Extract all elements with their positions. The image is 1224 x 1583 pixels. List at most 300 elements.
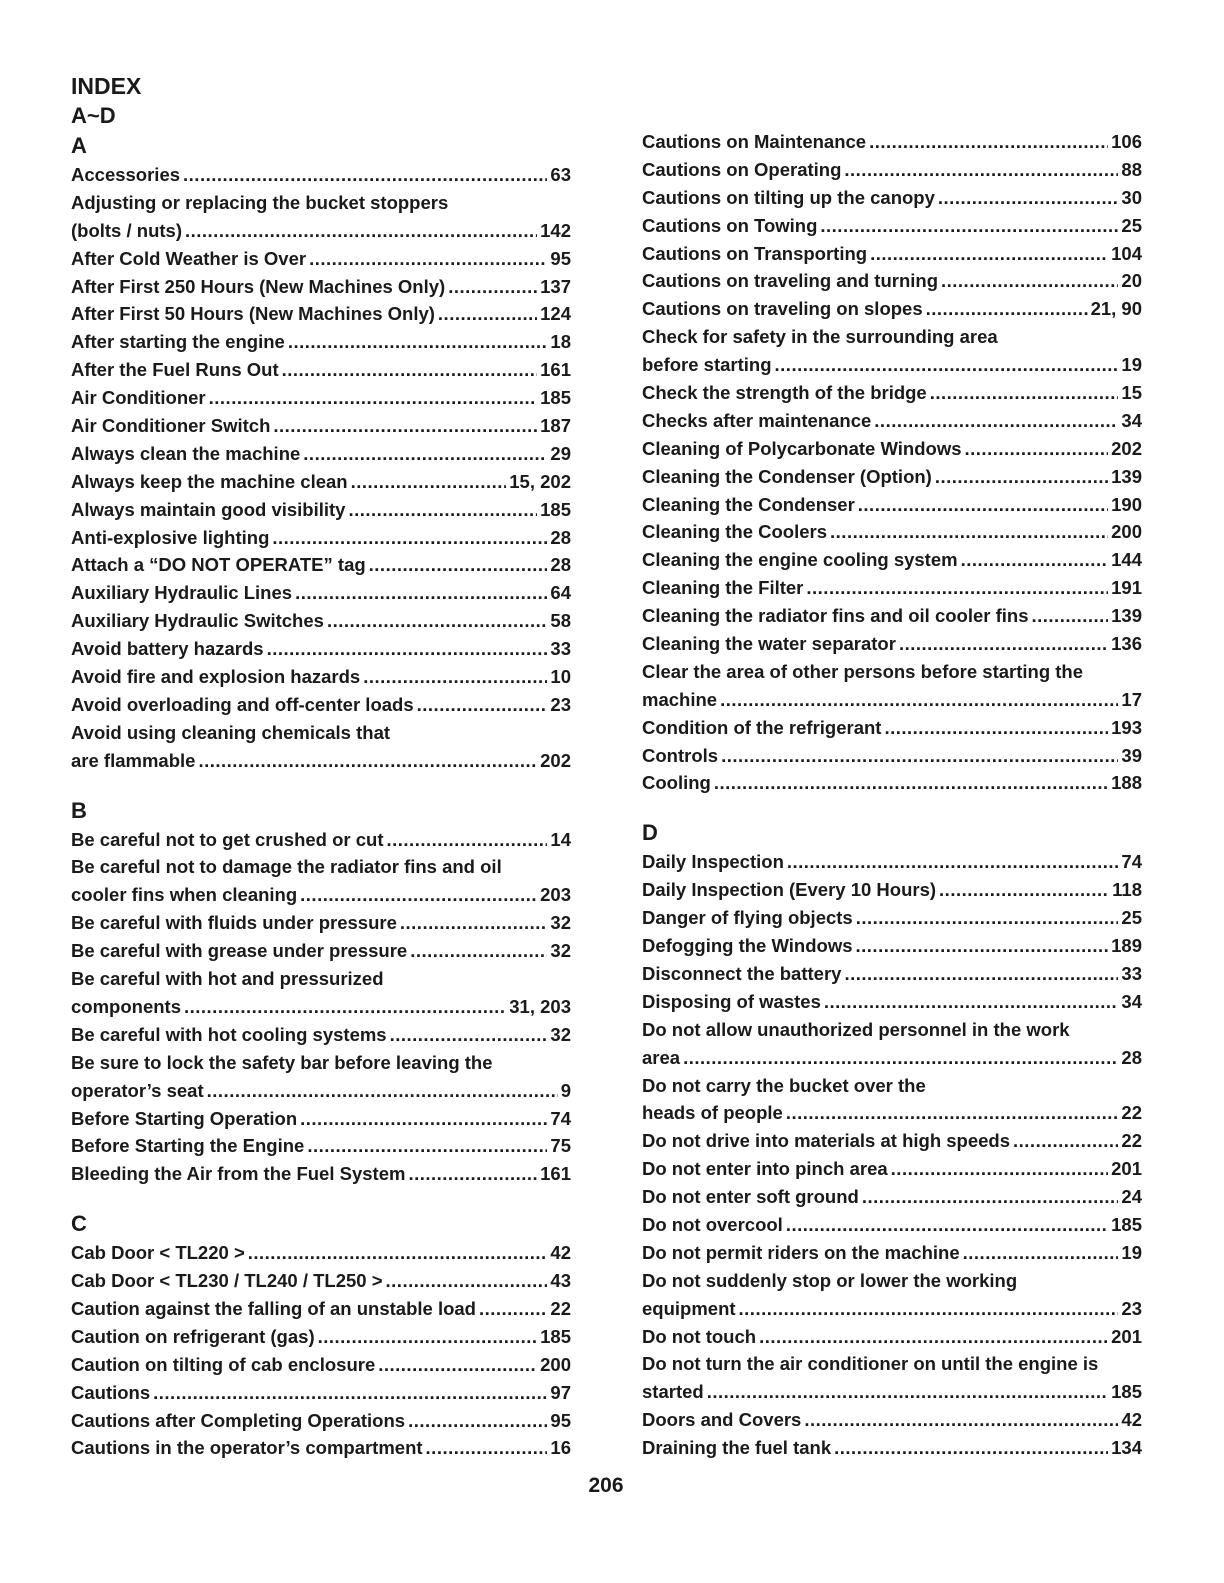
entry-label: Draining the fuel tank	[642, 1437, 832, 1459]
entry-label: Be careful with grease under pressure	[71, 940, 408, 962]
entry-page-number: 161	[540, 1163, 571, 1185]
index-entry	[71, 1132, 571, 1160]
index-entry	[71, 1160, 571, 1188]
entry-label: Do not enter soft ground	[642, 1186, 859, 1208]
entry-label: Auxiliary Hydraulic Lines	[71, 582, 293, 604]
index-entry	[642, 848, 1142, 876]
entry-label: Cautions on Maintenance	[642, 131, 867, 152]
entry-label: Be careful with fluids under pressure	[71, 912, 397, 934]
entry-page-number: 185	[1111, 1381, 1142, 1403]
section-a-list	[71, 161, 571, 775]
dot-leader	[387, 826, 548, 854]
index-entry	[642, 658, 1142, 686]
dot-leader	[400, 909, 548, 937]
entry-page-number: 21, 90	[1090, 298, 1142, 320]
entry-label: Cautions on Transporting	[642, 242, 868, 264]
index-entry	[71, 993, 571, 1021]
entry-page-number: 22	[550, 1297, 571, 1319]
entry-label: (bolts / nuts)	[71, 219, 182, 241]
entry-label: Disposing of wastes	[642, 990, 821, 1012]
section-letter-b: B	[71, 797, 87, 823]
entry-label: Be careful with hot and pressurized	[71, 968, 384, 990]
entry-label: After First 50 Hours (New Machines Only)	[71, 303, 435, 325]
entry-page-number: 43	[550, 1270, 571, 1292]
entry-label: Clear the area of other persons before starting the	[642, 660, 1084, 682]
index-entry	[71, 691, 571, 719]
index-entry	[642, 379, 1142, 407]
index-entry	[642, 463, 1142, 491]
entry-label: Cleaning the Filter	[642, 577, 804, 599]
entry-page-number: 203	[540, 884, 571, 906]
entry-page-number: 104	[1111, 242, 1142, 264]
index-entry	[71, 579, 571, 607]
dot-leader	[479, 1295, 547, 1323]
index-entry	[71, 1239, 571, 1267]
dot-leader	[858, 491, 1108, 519]
entry-page-number: 19	[1121, 1241, 1142, 1263]
entry-label: Before Starting Operation	[71, 1107, 298, 1129]
dot-leader	[417, 691, 548, 719]
index-entry	[71, 719, 571, 747]
entry-label: before starting	[642, 354, 772, 376]
entry-page-number: 31, 203	[509, 995, 571, 1017]
entry-page-number: 19	[1121, 354, 1142, 376]
dot-leader	[295, 579, 547, 607]
dot-leader	[830, 518, 1108, 546]
entry-label: Bleeding the Air from the Fuel System	[71, 1163, 406, 1185]
dot-leader	[930, 379, 1119, 407]
section-b-list	[71, 826, 571, 1189]
index-entry	[71, 356, 571, 384]
index-entry	[642, 1239, 1142, 1267]
entry-page-number: 9	[560, 1079, 571, 1101]
dot-leader	[267, 635, 548, 663]
dot-leader	[939, 876, 1109, 904]
index-entry	[71, 826, 571, 854]
entry-page-number: 124	[540, 303, 571, 325]
dot-leader	[820, 212, 1118, 240]
dot-leader	[786, 1099, 1119, 1127]
entry-label: Air Conditioner	[71, 387, 206, 409]
entry-label: Avoid battery hazards	[71, 638, 264, 660]
entry-page-number: 34	[1121, 409, 1142, 431]
entry-label: Cautions on tilting up the canopy	[642, 186, 935, 208]
entry-label: After starting the engine	[71, 331, 285, 353]
entry-page-number: 30	[1121, 186, 1142, 208]
index-entry	[642, 769, 1142, 797]
dot-leader	[288, 328, 548, 356]
entry-label: equipment	[642, 1297, 736, 1319]
dot-leader	[303, 440, 547, 468]
entry-label: are flammable	[71, 749, 196, 771]
entry-page-number: 17	[1121, 688, 1142, 710]
dot-leader	[369, 551, 548, 579]
dot-leader	[759, 1323, 1108, 1351]
dot-leader	[963, 1239, 1119, 1267]
dot-leader	[824, 988, 1119, 1016]
entry-label: Cautions after Completing Operations	[71, 1409, 406, 1431]
dot-leader	[938, 184, 1119, 212]
dot-leader	[248, 1239, 548, 1267]
entry-label: Cab Door < TL230 / TL240 / TL250 >	[71, 1270, 383, 1292]
index-entry	[71, 1267, 571, 1295]
index-entry	[642, 1016, 1142, 1044]
entry-label: Defogging the Windows	[642, 935, 853, 957]
dot-leader	[856, 904, 1119, 932]
entry-label: Controls	[642, 744, 719, 766]
entry-page-number: 23	[550, 693, 571, 715]
index-entry	[71, 217, 571, 245]
entry-label: Cleaning the Condenser	[642, 493, 855, 515]
entry-label: Adjusting or replacing the bucket stoppers	[71, 191, 449, 213]
entry-label: Do not enter into pinch area	[642, 1158, 888, 1180]
dot-leader	[1013, 1127, 1118, 1155]
entry-page-number: 191	[1111, 577, 1142, 599]
dot-leader	[386, 1267, 548, 1295]
index-entry	[642, 128, 1142, 156]
index-entry	[642, 1323, 1142, 1351]
dot-leader	[273, 412, 537, 440]
dot-leader	[806, 574, 1108, 602]
dot-leader	[961, 546, 1109, 574]
index-entry	[71, 1077, 571, 1105]
entry-page-number: 28	[550, 554, 571, 576]
entry-page-number: 42	[1121, 1409, 1142, 1431]
index-range: A~D	[71, 103, 116, 128]
entry-label: Cleaning the engine cooling system	[642, 549, 958, 571]
index-entry	[71, 881, 571, 909]
index-entry	[71, 524, 571, 552]
dot-leader	[870, 240, 1108, 268]
index-entry	[71, 1049, 571, 1077]
index-entry	[642, 491, 1142, 519]
entry-label: Danger of flying objects	[642, 907, 853, 929]
entry-label: Accessories	[71, 164, 181, 185]
entry-label: Cab Door < TL220 >	[71, 1242, 245, 1264]
entry-label: Do not touch	[642, 1325, 757, 1347]
entry-label: Avoid overloading and off-center loads	[71, 693, 414, 715]
entry-label: After the Fuel Runs Out	[71, 359, 279, 381]
dot-leader	[363, 663, 547, 691]
entry-label: Cautions in the operator’s compartment	[71, 1437, 423, 1459]
entry-page-number: 23	[1121, 1297, 1142, 1319]
index-entry	[642, 1378, 1142, 1406]
index-entry	[642, 267, 1142, 295]
dot-leader	[1032, 602, 1109, 630]
entry-label: Caution on refrigerant (gas)	[71, 1325, 315, 1347]
dot-leader	[787, 848, 1119, 876]
entry-page-number: 32	[550, 912, 571, 934]
entry-label: Daily Inspection	[642, 851, 784, 873]
entry-page-number: 24	[1121, 1186, 1142, 1208]
entry-label: components	[71, 995, 181, 1017]
index-entry	[71, 384, 571, 412]
dot-leader	[408, 1407, 547, 1435]
index-entry	[71, 1105, 571, 1133]
dot-leader	[926, 295, 1088, 323]
index-entry	[642, 602, 1142, 630]
dot-leader	[282, 356, 538, 384]
entry-label: Anti-explosive lighting	[71, 526, 270, 548]
entry-page-number: 202	[1111, 437, 1142, 459]
entry-page-number: 15	[1121, 382, 1142, 404]
index-entry	[642, 1350, 1142, 1378]
entry-label: Cooling	[642, 772, 711, 794]
entry-page-number: 22	[1121, 1130, 1142, 1152]
dot-leader	[935, 463, 1108, 491]
entry-label: Caution on tilting of cab enclosure	[71, 1353, 376, 1375]
dot-leader	[804, 1406, 1118, 1434]
index-entry	[642, 1267, 1142, 1295]
index-entry	[642, 932, 1142, 960]
index-entry	[71, 747, 571, 775]
dot-leader	[720, 686, 1118, 714]
entry-label: Always maintain good visibility	[71, 498, 346, 520]
entry-page-number: 28	[550, 526, 571, 548]
entry-page-number: 25	[1121, 214, 1142, 236]
entry-page-number: 75	[550, 1135, 571, 1157]
dot-leader	[884, 714, 1108, 742]
entry-label: Cleaning the radiator fins and oil cooler fins	[642, 605, 1029, 627]
entry-label: Cautions on Operating	[642, 158, 842, 180]
dot-leader	[272, 524, 547, 552]
dot-leader	[874, 407, 1118, 435]
dot-leader	[153, 1379, 547, 1407]
entry-page-number: 14	[550, 828, 571, 850]
entry-page-number: 200	[540, 1353, 571, 1375]
entry-page-number: 10	[550, 666, 571, 688]
entry-page-number: 202	[540, 749, 571, 771]
index-entry	[642, 323, 1142, 351]
section-letter-d: D	[642, 820, 658, 846]
index-entry	[642, 1183, 1142, 1211]
index-entry	[71, 1295, 571, 1323]
entry-label: Do not overcool	[642, 1213, 783, 1235]
entry-label: Do not carry the bucket over the	[642, 1074, 926, 1096]
entry-page-number: 201	[1111, 1158, 1142, 1180]
index-entry	[71, 412, 571, 440]
index-entry	[642, 295, 1142, 323]
dot-leader	[300, 881, 537, 909]
entry-label: Cleaning the Coolers	[642, 521, 828, 543]
index-entry	[71, 937, 571, 965]
entry-page-number: 15, 202	[509, 470, 571, 492]
index-entry	[71, 468, 571, 496]
index-entry	[71, 1323, 571, 1351]
entry-label: After Cold Weather is Over	[71, 247, 307, 269]
section-letter-a: A	[71, 133, 87, 158]
entry-page-number: 88	[1121, 158, 1142, 180]
index-entry	[71, 496, 571, 524]
entry-page-number: 188	[1111, 772, 1142, 794]
entry-page-number: 32	[550, 1023, 571, 1045]
entry-page-number: 193	[1111, 716, 1142, 738]
entry-page-number: 97	[550, 1381, 571, 1403]
index-entry	[642, 351, 1142, 379]
dot-leader	[390, 1021, 548, 1049]
index-entry	[642, 212, 1142, 240]
index-entry	[71, 1021, 571, 1049]
index-entry	[642, 1211, 1142, 1239]
index-entry	[642, 1406, 1142, 1434]
entry-label: Attach a “DO NOT OPERATE” tag	[71, 554, 366, 576]
entry-page-number: 28	[1121, 1046, 1142, 1068]
entry-label: Daily Inspection (Every 10 Hours)	[642, 879, 937, 901]
entry-page-number: 118	[1112, 879, 1142, 901]
dot-leader	[707, 1378, 1108, 1406]
dot-leader	[348, 496, 537, 524]
entry-page-number: 22	[1121, 1102, 1142, 1124]
entry-label: Be careful with hot cooling systems	[71, 1023, 387, 1045]
dot-leader	[862, 1183, 1119, 1211]
section-c-continued-list	[642, 128, 1142, 797]
entry-label: Auxiliary Hydraulic Switches	[71, 610, 324, 632]
entry-page-number: 139	[1111, 605, 1142, 627]
dot-leader	[786, 1211, 1108, 1239]
index-entry	[71, 663, 571, 691]
index-entry	[642, 988, 1142, 1016]
index-entry	[71, 853, 571, 881]
index-entry	[642, 1044, 1142, 1072]
entry-label: Avoid fire and explosion hazards	[71, 666, 361, 688]
entry-page-number: 74	[550, 1107, 571, 1129]
entry-page-number: 137	[540, 275, 571, 297]
entry-page-number: 185	[540, 1325, 571, 1347]
dot-leader	[309, 245, 547, 273]
index-entry	[642, 184, 1142, 212]
entry-page-number: 161	[540, 359, 571, 381]
index-entry	[71, 909, 571, 937]
dot-leader	[351, 468, 507, 496]
dot-leader	[209, 384, 537, 412]
entry-page-number: 34	[1121, 990, 1142, 1012]
entry-page-number: 64	[550, 582, 571, 604]
index-entry	[71, 273, 571, 301]
entry-label: Do not turn the air conditioner on until the engine is	[642, 1353, 1099, 1375]
entry-page-number: 106	[1111, 131, 1142, 152]
index-entry	[642, 876, 1142, 904]
index-entry	[642, 1099, 1142, 1127]
dot-leader	[899, 630, 1108, 658]
dot-leader	[327, 607, 547, 635]
dot-leader	[448, 273, 537, 301]
index-entry	[71, 551, 571, 579]
dot-leader	[438, 300, 537, 328]
index-column-right	[642, 128, 1142, 1462]
dot-leader	[714, 769, 1108, 797]
dot-leader	[378, 1351, 537, 1379]
index-entry	[642, 407, 1142, 435]
index-entry	[642, 1155, 1142, 1183]
index-entry	[71, 245, 571, 273]
dot-leader	[739, 1295, 1119, 1323]
entry-label: Check the strength of the bridge	[642, 382, 927, 404]
entry-page-number: 187	[540, 415, 571, 437]
index-entry	[642, 1434, 1142, 1462]
entry-page-number: 63	[550, 164, 571, 185]
entry-label: Do not allow unauthorized personnel in the work	[642, 1018, 1070, 1040]
dot-leader	[410, 937, 547, 965]
index-entry	[71, 440, 571, 468]
index-entry	[642, 960, 1142, 988]
index-entry	[642, 904, 1142, 932]
entry-page-number: 144	[1111, 549, 1142, 571]
entry-page-number: 200	[1111, 521, 1142, 543]
dot-leader	[185, 217, 537, 245]
index-entry	[71, 1434, 571, 1462]
index-entry	[642, 546, 1142, 574]
dot-leader	[869, 128, 1108, 156]
entry-page-number: 189	[1111, 935, 1142, 957]
entry-label: Be careful not to get crushed or cut	[71, 828, 384, 850]
entry-page-number: 29	[550, 442, 571, 464]
index-entry	[642, 742, 1142, 770]
entry-label: Cautions	[71, 1381, 151, 1403]
dot-leader	[183, 161, 547, 189]
entry-label: area	[642, 1046, 681, 1068]
entry-page-number: 25	[1121, 907, 1142, 929]
index-entry	[642, 1295, 1142, 1323]
dot-leader	[207, 1077, 558, 1105]
entry-page-number: 185	[540, 498, 571, 520]
section-c-list	[71, 1239, 571, 1462]
index-entry	[642, 518, 1142, 546]
index-entry	[71, 607, 571, 635]
dot-leader	[184, 993, 506, 1021]
entry-label: Before Starting the Engine	[71, 1135, 305, 1157]
index-entry	[642, 435, 1142, 463]
dot-leader	[891, 1155, 1108, 1183]
entry-label: Be sure to lock the safety bar before leaving the	[71, 1051, 493, 1073]
dot-leader	[775, 351, 1119, 379]
dot-leader	[965, 435, 1109, 463]
entry-page-number: 190	[1111, 493, 1142, 515]
dot-leader	[318, 1323, 538, 1351]
entry-label: Always clean the machine	[71, 442, 301, 464]
entry-page-number: 95	[550, 1409, 571, 1431]
index-entry	[71, 189, 571, 217]
entry-label: Disconnect the battery	[642, 962, 842, 984]
entry-label: Do not drive into materials at high speeds	[642, 1130, 1011, 1152]
entry-label: Cautions on traveling and turning	[642, 270, 938, 292]
entry-label: Avoid using cleaning chemicals that	[71, 721, 391, 743]
entry-label: Condition of the refrigerant	[642, 716, 882, 738]
entry-page-number: 32	[550, 940, 571, 962]
entry-page-number: 185	[540, 387, 571, 409]
index-entry	[71, 300, 571, 328]
index-entry	[71, 1379, 571, 1407]
index-entry	[71, 1351, 571, 1379]
section-d-list	[642, 848, 1142, 1462]
dot-leader	[844, 156, 1118, 184]
entry-page-number: 142	[540, 219, 571, 241]
dot-leader	[844, 960, 1118, 988]
entry-page-number: 185	[1111, 1213, 1142, 1235]
index-entry	[642, 630, 1142, 658]
dot-leader	[683, 1044, 1118, 1072]
index-title: INDEX	[71, 73, 142, 99]
entry-page-number: 18	[550, 331, 571, 353]
entry-page-number: 58	[550, 610, 571, 632]
entry-label: Cleaning the Condenser (Option)	[642, 465, 932, 487]
entry-page-number: 95	[550, 247, 571, 269]
entry-page-number: 42	[550, 1242, 571, 1264]
entry-label: operator’s seat	[71, 1079, 204, 1101]
entry-page-number: 139	[1111, 465, 1142, 487]
entry-label: started	[642, 1381, 704, 1403]
index-entry	[642, 240, 1142, 268]
entry-label: Do not permit riders on the machine	[642, 1241, 960, 1263]
